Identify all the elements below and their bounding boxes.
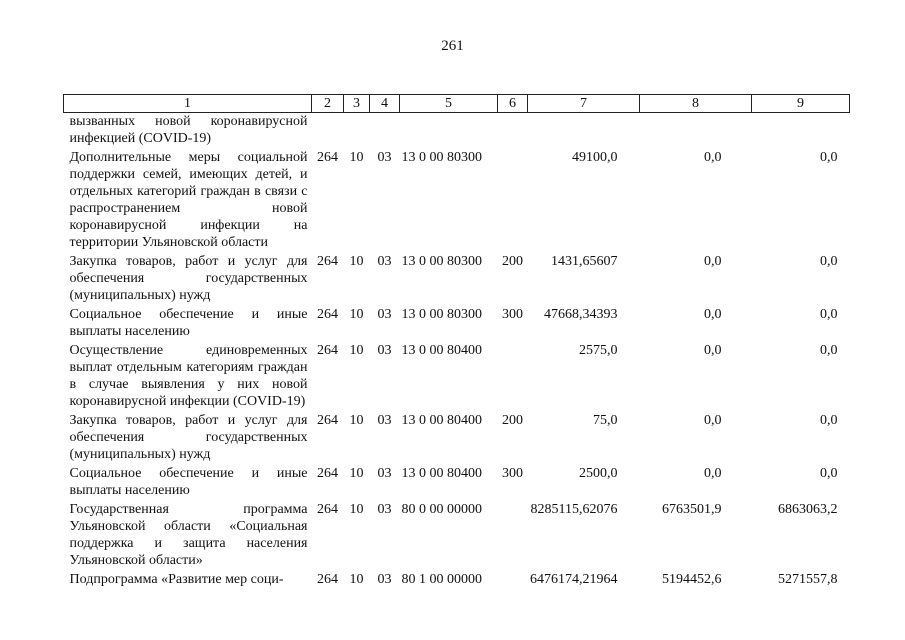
cell-7: 1431,65607 bbox=[551, 254, 618, 269]
row-name: Осуществление единовременных выплат отдельным категориям граждан в случае выявления у них новой коронавирусной инфекции (COVID-19) bbox=[69, 343, 308, 409]
cell-5: 13 0 00 80300 bbox=[401, 150, 482, 165]
header-cell-8: 8 bbox=[640, 95, 752, 113]
table-row bbox=[64, 571, 850, 590]
cell-9: 0,0 bbox=[820, 150, 838, 165]
cell-6 bbox=[498, 571, 528, 590]
cell-3: 10 bbox=[349, 572, 364, 587]
cell-6 bbox=[498, 149, 528, 253]
table-row bbox=[64, 113, 850, 150]
cell-6: 300 bbox=[502, 466, 523, 481]
cell-3: 10 bbox=[349, 150, 364, 165]
budget-table bbox=[63, 94, 850, 590]
page-number: 261 bbox=[441, 38, 464, 54]
cell-6: 300 bbox=[502, 307, 523, 322]
cell-8: 0,0 bbox=[704, 254, 722, 269]
cell-2: 264 bbox=[317, 572, 338, 587]
cell-8: 0,0 bbox=[704, 413, 722, 428]
cell-7: 47668,34393 bbox=[544, 307, 618, 322]
cell-8: 0,0 bbox=[704, 307, 722, 322]
header-cell-5: 5 bbox=[400, 95, 498, 113]
cell-5: 13 0 00 80400 bbox=[401, 413, 482, 428]
row-name: Социальное обеспечение и иные выплаты населению bbox=[69, 466, 308, 498]
row-name: Государственная программа Ульяновской области «Социальная поддержка и защита населения Ульяновской области» bbox=[69, 502, 308, 568]
cell-3: 10 bbox=[349, 466, 364, 481]
cell-9: 0,0 bbox=[820, 307, 838, 322]
cell-3: 10 bbox=[349, 502, 364, 517]
cell-3 bbox=[344, 113, 370, 150]
cell-4: 03 bbox=[377, 502, 392, 517]
cell-5: 80 1 00 00000 bbox=[401, 572, 482, 587]
cell-8: 5194452,6 bbox=[662, 572, 722, 587]
cell-2: 264 bbox=[317, 343, 338, 358]
cell-6: 200 bbox=[502, 413, 523, 428]
cell-9: 0,0 bbox=[820, 466, 838, 481]
cell-7: 6476174,21964 bbox=[530, 572, 618, 587]
cell-4: 03 bbox=[377, 254, 392, 269]
row-name: Дополнительные меры социальной поддержки семей, имеющих детей, и отдельных категорий граждан в связи с распространением новой коронавирусной инфекции на территории Ульяновской области bbox=[69, 150, 308, 250]
cell-4: 03 bbox=[377, 572, 392, 587]
table-row bbox=[64, 253, 850, 306]
cell-2: 264 bbox=[317, 502, 338, 517]
cell-5: 13 0 00 80300 bbox=[401, 254, 482, 269]
cell-8: 0,0 bbox=[704, 466, 722, 481]
cell-4: 03 bbox=[377, 307, 392, 322]
cell-8: 0,0 bbox=[704, 150, 722, 165]
cell-5: 13 0 00 80300 bbox=[401, 307, 482, 322]
cell-6: 200 bbox=[502, 254, 523, 269]
row-name: Закупка товаров, работ и услуг для обеспечения государственных (муниципальных) нужд bbox=[69, 254, 308, 303]
header-cell-3: 3 bbox=[344, 95, 370, 113]
cell-3: 10 bbox=[349, 254, 364, 269]
cell-7 bbox=[528, 113, 640, 150]
cell-6 bbox=[498, 113, 528, 150]
header-cell-2: 2 bbox=[312, 95, 344, 113]
cell-7: 2575,0 bbox=[579, 343, 618, 358]
cell-5: 13 0 00 80400 bbox=[401, 466, 482, 481]
header-cell-1: 1 bbox=[64, 95, 312, 113]
cell-4: 03 bbox=[377, 466, 392, 481]
cell-2: 264 bbox=[317, 150, 338, 165]
cell-7: 75,0 bbox=[593, 413, 618, 428]
cell-6 bbox=[498, 501, 528, 571]
row-name: Закупка товаров, работ и услуг для обеспечения государственных (муниципальных) нужд bbox=[69, 413, 308, 462]
cell-9: 0,0 bbox=[820, 413, 838, 428]
table-row bbox=[64, 501, 850, 571]
table-row bbox=[64, 412, 850, 465]
cell-7: 49100,0 bbox=[572, 150, 618, 165]
cell-8: 6763501,9 bbox=[662, 502, 722, 517]
cell-9: 5271557,8 bbox=[778, 572, 838, 587]
cell-9: 0,0 bbox=[820, 343, 838, 358]
cell-6 bbox=[498, 342, 528, 412]
cell-3: 10 bbox=[349, 307, 364, 322]
cell-5 bbox=[400, 113, 498, 150]
cell-8: 0,0 bbox=[704, 343, 722, 358]
row-name: вызванных новой коронавирусной инфекцией (COVID-19) bbox=[69, 114, 308, 146]
cell-4: 03 bbox=[377, 150, 392, 165]
cell-3: 10 bbox=[349, 413, 364, 428]
row-name: Социальное обеспечение и иные выплаты населению bbox=[69, 307, 308, 339]
cell-4: 03 bbox=[377, 343, 392, 358]
row-name: Подпрограмма «Развитие мер соци- bbox=[69, 572, 284, 587]
cell-7: 8285115,62076 bbox=[530, 502, 618, 517]
cell-2 bbox=[312, 113, 344, 150]
header-cell-4: 4 bbox=[370, 95, 400, 113]
header-cell-6: 6 bbox=[498, 95, 528, 113]
cell-5: 13 0 00 80400 bbox=[401, 343, 482, 358]
cell-5: 80 0 00 00000 bbox=[401, 502, 482, 517]
cell-3: 10 bbox=[349, 343, 364, 358]
cell-9: 6863063,2 bbox=[778, 502, 838, 517]
header-cell-7: 7 bbox=[528, 95, 640, 113]
cell-8 bbox=[640, 113, 752, 150]
cell-2: 264 bbox=[317, 466, 338, 481]
cell-9 bbox=[752, 113, 850, 150]
cell-2: 264 bbox=[317, 254, 338, 269]
cell-7: 2500,0 bbox=[579, 466, 618, 481]
table-row bbox=[64, 306, 850, 342]
table-row bbox=[64, 149, 850, 253]
cell-2: 264 bbox=[317, 413, 338, 428]
header-row bbox=[64, 95, 850, 113]
cell-4 bbox=[370, 113, 400, 150]
header-cell-9: 9 bbox=[752, 95, 850, 113]
cell-9: 0,0 bbox=[820, 254, 838, 269]
cell-2: 264 bbox=[317, 307, 338, 322]
table-row bbox=[64, 465, 850, 501]
table-row bbox=[64, 342, 850, 412]
cell-4: 03 bbox=[377, 413, 392, 428]
